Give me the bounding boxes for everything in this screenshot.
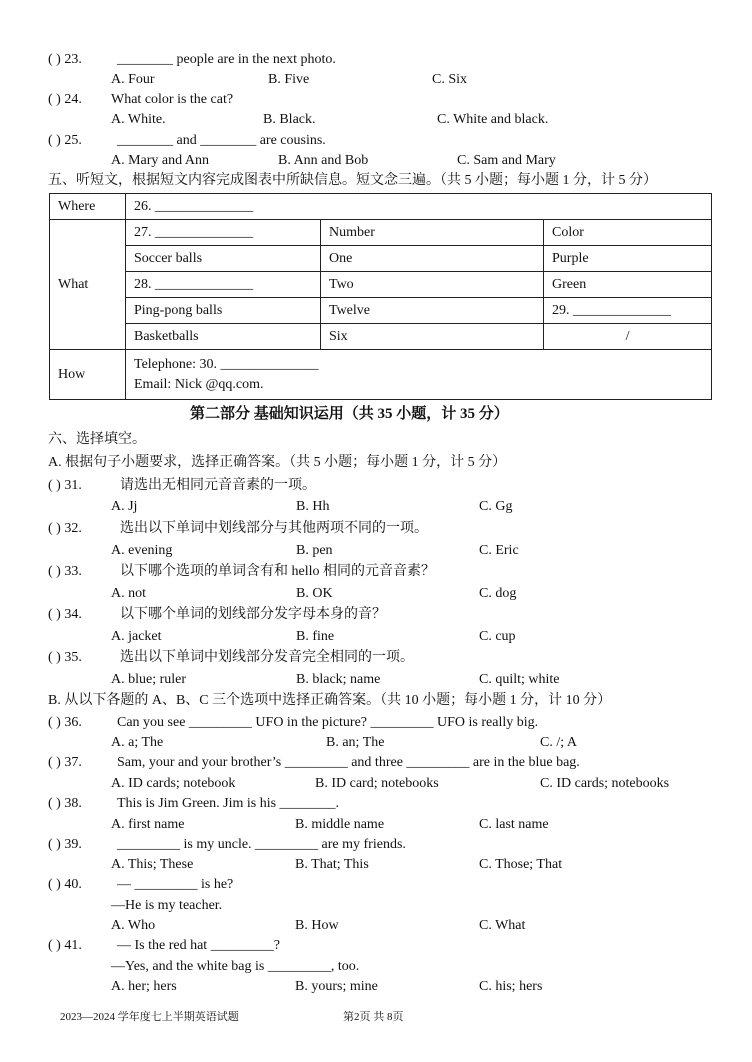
question-33-stem: 以下哪个选项的单词含有和 hello 相同的元音音素？ <box>120 564 435 579</box>
listening-info-table <box>49 193 712 400</box>
question-39-option-b: B. That; This <box>295 857 369 872</box>
question-41-option-b: B. yours; mine <box>295 979 378 994</box>
answer-bracket-35[interactable]: ( ) 35. <box>48 650 82 665</box>
what-label: What <box>50 220 126 350</box>
question-23-option-c: C. Six <box>432 72 468 87</box>
table-cell-item: Basketballs <box>126 324 321 350</box>
question-33-option-a: A. not <box>111 586 146 601</box>
section-5-heading: 五、听短文，根据短文内容完成图表中所缺信息。短文念三遍。（共 5 小题；每小题 1 分，计 5 分） <box>48 173 657 188</box>
question-23-option-b: B. Five <box>268 72 310 87</box>
question-31-option-b: B. Hh <box>296 499 330 514</box>
question-38-option-c: C. last name <box>479 817 549 832</box>
question-24-option-b: B. Black. <box>263 112 316 127</box>
color-header: Color <box>544 220 712 246</box>
blank-28[interactable]: 28. ______________ <box>126 272 321 298</box>
blank-27[interactable]: 27. ______________ <box>126 220 321 246</box>
number-header: Number <box>321 220 544 246</box>
footer-exam-title: 2023—2024 学年度七上半期英语试题 <box>60 1011 239 1023</box>
question-34-option-c: C. cup <box>479 629 516 644</box>
blank-26[interactable]: 26. ______________ <box>126 194 712 220</box>
question-25-stem: ________ and ________ are cousins. <box>117 133 326 148</box>
table-cell-number: Six <box>321 324 544 350</box>
question-32-option-b: B. pen <box>296 543 333 558</box>
how-label: How <box>50 350 126 400</box>
question-31-stem: 请选出无相同元音音素的一项。 <box>120 478 316 493</box>
question-32-stem: 选出以下单词中划线部分与其他两项不同的一项。 <box>120 521 428 536</box>
question-35-option-a: A. blue; ruler <box>111 672 187 687</box>
table-cell-color: Green <box>544 272 712 298</box>
question-31-option-a: A. Jj <box>111 499 138 514</box>
answer-bracket-40[interactable]: ( ) 40. <box>48 877 82 892</box>
question-38-stem: This is Jim Green. Jim is his ________. <box>117 796 340 811</box>
question-32-option-a: A. evening <box>111 543 173 558</box>
question-36-option-c: C. /; A <box>540 735 577 750</box>
answer-bracket-41[interactable]: ( ) 41. <box>48 938 82 953</box>
question-24-option-a: A. White. <box>111 112 166 127</box>
question-23-stem: ________ people are in the next photo. <box>117 52 336 67</box>
question-41-option-a: A. her; hers <box>111 979 177 994</box>
question-38-option-b: B. middle name <box>295 817 385 832</box>
question-40-reply: —He is my teacher. <box>111 898 223 913</box>
question-41-stem: — Is the red hat _________? <box>117 938 280 953</box>
question-34-option-b: B. fine <box>296 629 335 644</box>
section-6a-instructions: A. 根据句子小题要求，选择正确答案。（共 5 小题；每小题 1 分，计 5 分） <box>48 455 507 470</box>
table-cell-number: One <box>321 246 544 272</box>
question-25-option-a: A. Mary and Ann <box>111 153 209 168</box>
question-39-option-c: C. Those; That <box>479 857 563 872</box>
answer-bracket-38[interactable]: ( ) 38. <box>48 796 82 811</box>
question-38-option-a: A. first name <box>111 817 185 832</box>
question-25-option-b: B. Ann and Bob <box>278 153 369 168</box>
question-34-stem: 以下哪个单词的划线部分发字母本身的音？ <box>120 607 386 622</box>
question-36-stem: Can you see _________ UFO in the picture? _________ UFO is really big. <box>117 715 539 730</box>
question-41-reply: —Yes, and the white bag is _________, too. <box>111 959 360 974</box>
answer-bracket-39[interactable]: ( ) 39. <box>48 837 82 852</box>
email-text: Email: Nick @qq.com. <box>134 376 264 392</box>
question-33-option-b: B. OK <box>296 586 333 601</box>
blank-30-telephone[interactable]: Telephone: 30. ______________ <box>134 356 319 372</box>
question-36-option-a: A. a; The <box>111 735 164 750</box>
question-24-option-c: C. White and black. <box>437 112 549 127</box>
question-40-option-b: B. How <box>295 918 339 933</box>
answer-bracket-25[interactable]: ( ) 25. <box>48 133 82 148</box>
question-31-option-c: C. Gg <box>479 499 513 514</box>
question-39-stem: _________ is my uncle. _________ are my friends. <box>117 837 406 852</box>
question-33-option-c: C. dog <box>479 586 517 601</box>
question-36-option-b: B. an; The <box>326 735 385 750</box>
question-37-stem: Sam, your and your brother’s _________ and three _________ are in the blue bag. <box>117 755 580 770</box>
table-cell-number: Two <box>321 272 544 298</box>
answer-bracket-31[interactable]: ( ) 31. <box>48 478 82 493</box>
question-35-stem: 选出以下单词中划线部分发音完全相同的一项。 <box>120 650 414 665</box>
answer-bracket-24[interactable]: ( ) 24. <box>48 92 82 107</box>
footer-page-number: 第2页 共 8页 <box>343 1011 404 1023</box>
question-34-option-a: A. jacket <box>111 629 162 644</box>
table-cell-number: Twelve <box>321 298 544 324</box>
question-32-option-c: C. Eric <box>479 543 519 558</box>
question-37-option-c: C. ID cards; notebooks <box>540 776 670 791</box>
question-35-option-b: B. black; name <box>296 672 381 687</box>
table-cell-color: Purple <box>544 246 712 272</box>
answer-bracket-32[interactable]: ( ) 32. <box>48 521 82 536</box>
question-40-stem: — _________ is he? <box>117 877 234 892</box>
question-37-option-b: B. ID card; notebooks <box>315 776 439 791</box>
question-40-option-c: C. What <box>479 918 526 933</box>
table-cell-item: Soccer balls <box>126 246 321 272</box>
question-37-option-a: A. ID cards; notebook <box>111 776 236 791</box>
question-23-option-a: A. Four <box>111 72 155 87</box>
answer-bracket-33[interactable]: ( ) 33. <box>48 564 82 579</box>
answer-bracket-23[interactable]: ( ) 23. <box>48 52 82 67</box>
question-25-option-c: C. Sam and Mary <box>457 153 556 168</box>
question-24-stem: What color is the cat? <box>111 92 234 107</box>
section-6-heading: 六、选择填空。 <box>48 432 146 447</box>
question-41-option-c: C. his; hers <box>479 979 543 994</box>
table-cell-color: / <box>544 324 712 350</box>
answer-bracket-37[interactable]: ( ) 37. <box>48 755 82 770</box>
section-6b-instructions: B. 从以下各题的 A、B、C 三个选项中选择正确答案。（共 10 小题；每小题 1 分，计 10 分） <box>48 693 612 708</box>
blank-29[interactable]: 29. ______________ <box>544 298 712 324</box>
question-40-option-a: A. Who <box>111 918 156 933</box>
question-39-option-a: A. This; These <box>111 857 194 872</box>
question-35-option-c: C. quilt; white <box>479 672 560 687</box>
table-cell-item: Ping-pong balls <box>126 298 321 324</box>
part-2-heading: 第二部分 基础知识运用（共 35 小题，计 35 分） <box>190 406 509 422</box>
answer-bracket-36[interactable]: ( ) 36. <box>48 715 82 730</box>
where-label: Where <box>50 194 126 220</box>
how-contact-cell <box>126 350 712 400</box>
answer-bracket-34[interactable]: ( ) 34. <box>48 607 82 622</box>
